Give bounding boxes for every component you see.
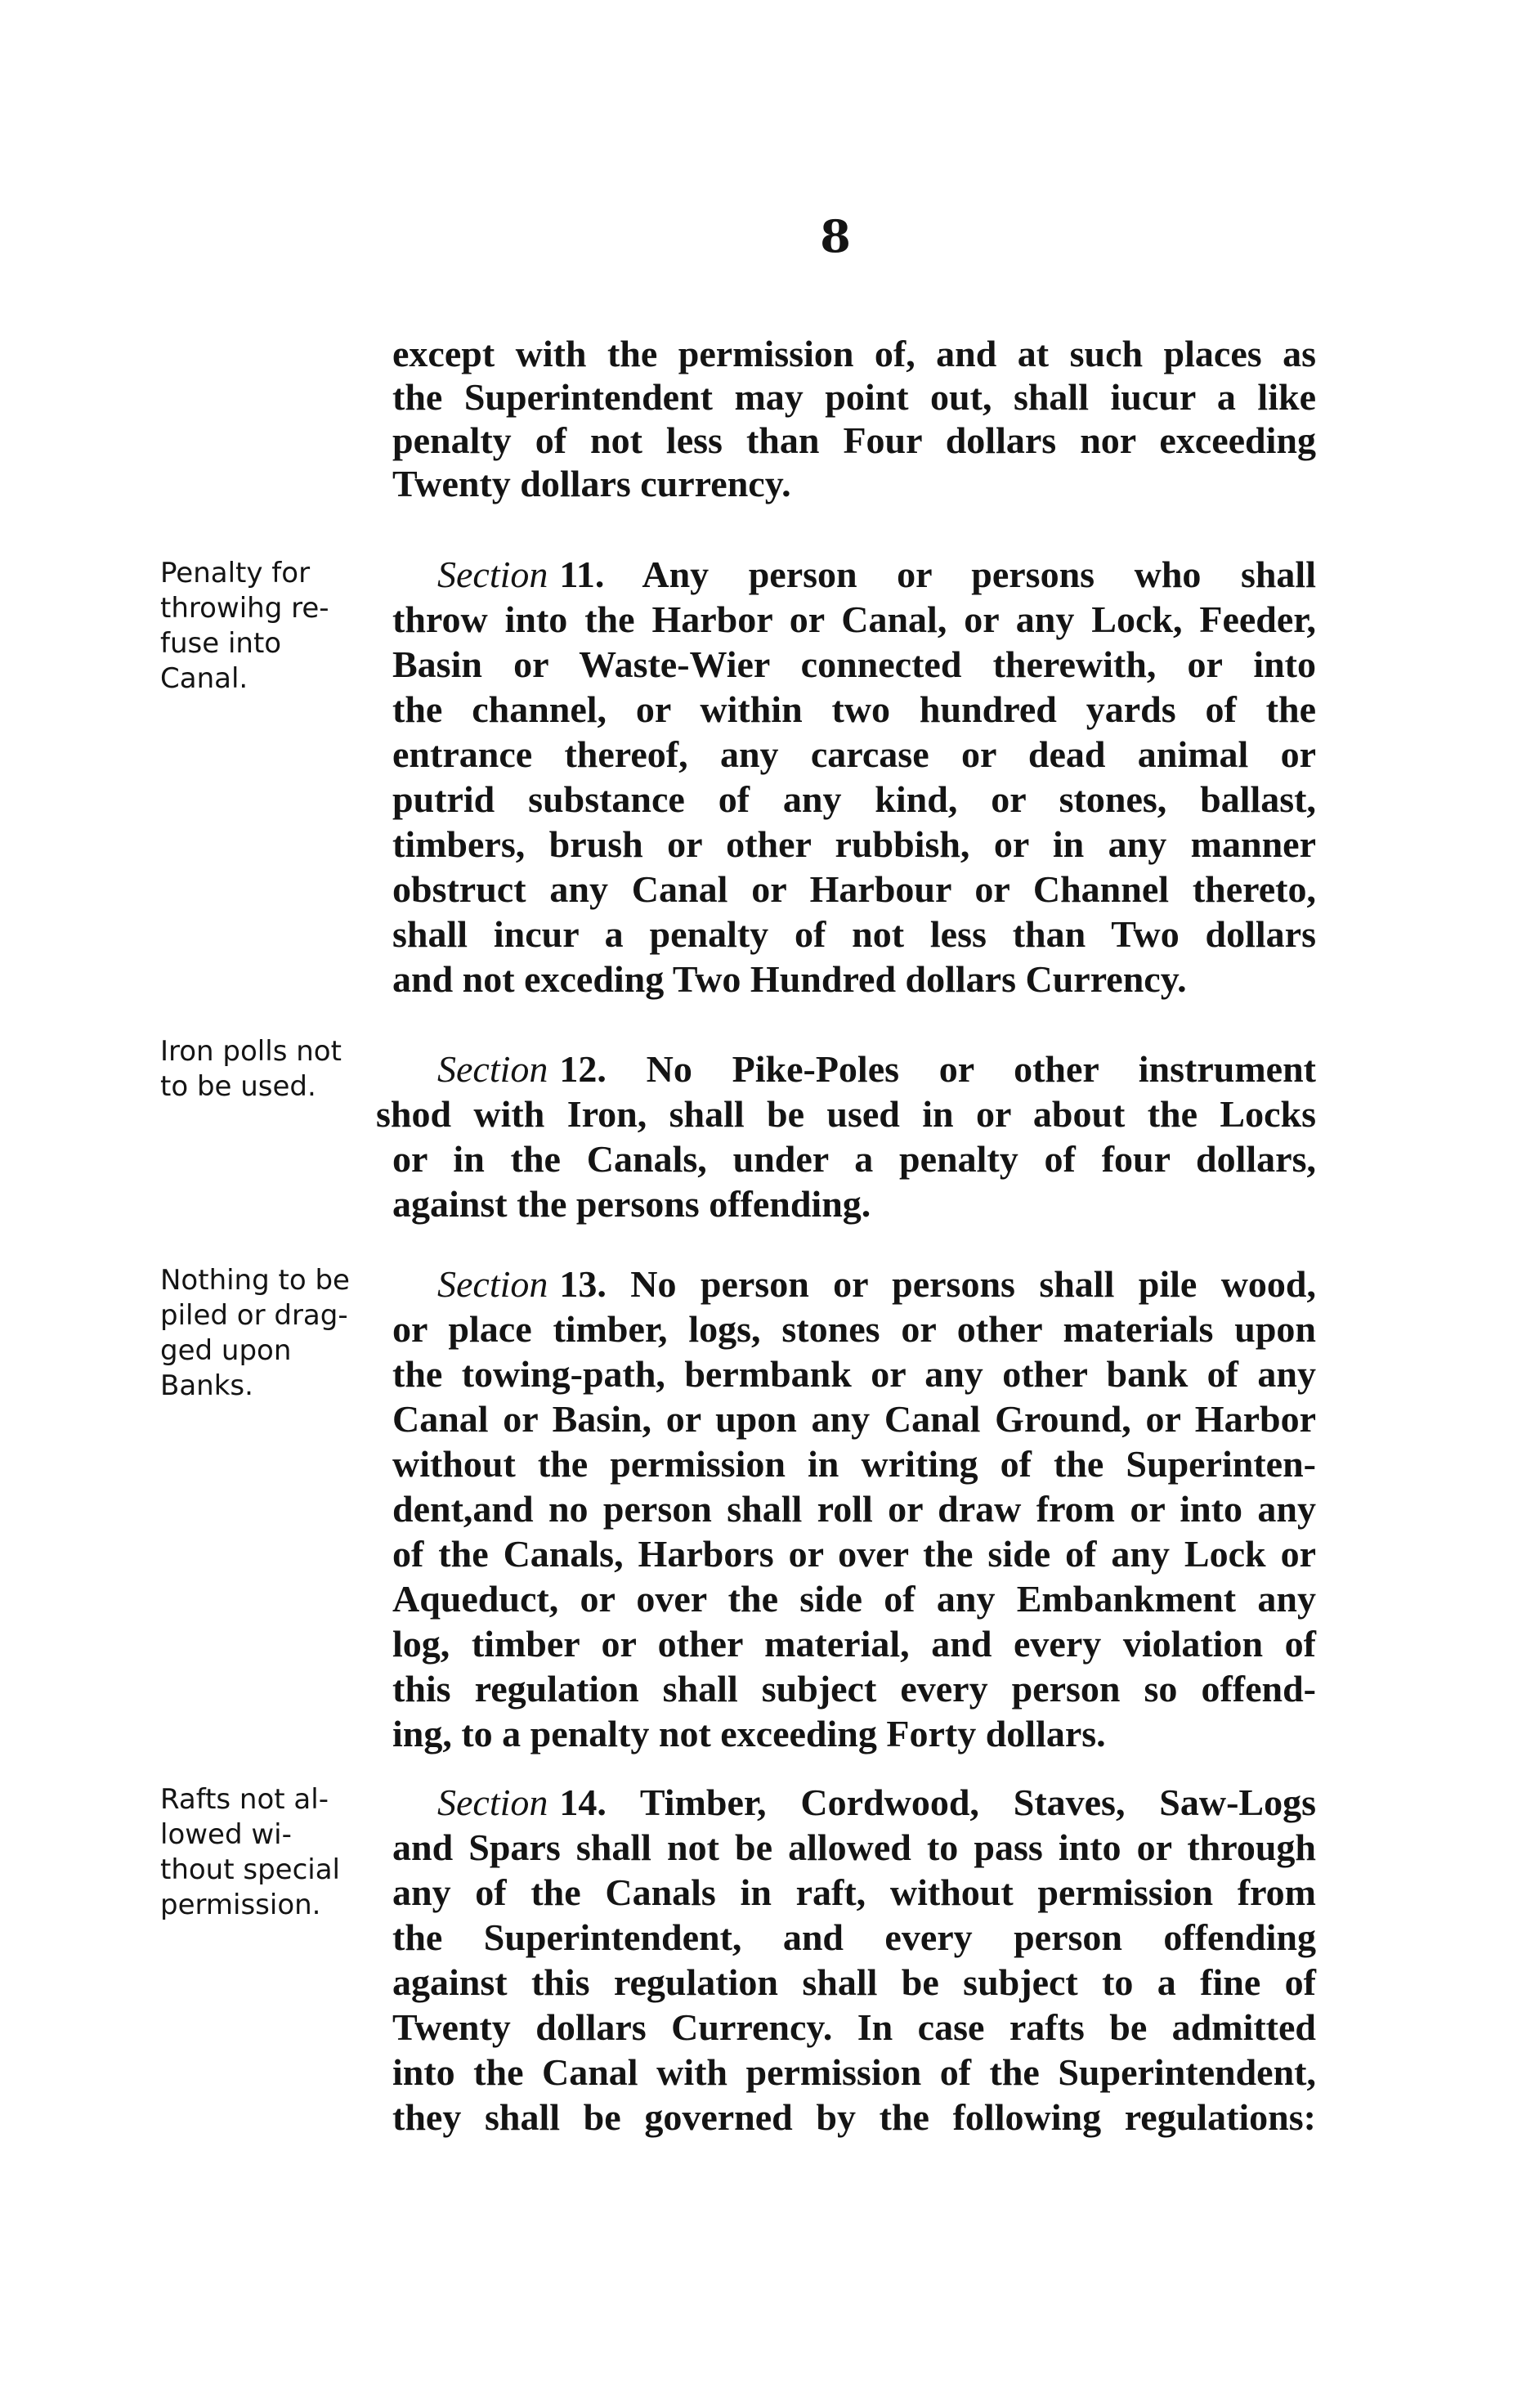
text-line: against this regulation shall be subject to a fine of	[392, 1961, 1316, 2003]
text-line: 12. No Pike-Poles or other instrument	[559, 1048, 1316, 1090]
page-number: 8	[820, 210, 851, 262]
text-line: 14. Timber, Cordwood, Staves, Saw-Logs	[559, 1781, 1316, 1823]
margin-note-line: lowed wi-	[160, 1818, 292, 1851]
text-line: throw into the Harbor or Canal, or any Lock, Feeder,	[392, 598, 1316, 640]
margin-note	[160, 1782, 430, 1923]
text-line: log, timber or other material, and every violation of	[392, 1623, 1316, 1665]
section-label: Section	[437, 1781, 548, 1823]
section-heading-line	[437, 1781, 1316, 1823]
margin-note-line: Iron polls not	[160, 1035, 342, 1068]
text-line: Aqueduct, or over the side of any Embankment any	[392, 1578, 1316, 1620]
margin-note-line: piled or drag-	[160, 1299, 348, 1332]
text-line: obstruct any Canal or Harbour or Channel thereto,	[392, 868, 1316, 910]
margin-note	[160, 1263, 430, 1404]
margin-note-line: Penalty for	[160, 557, 311, 589]
section-heading-line	[437, 1263, 1316, 1305]
text-line: the towing-path, bermbank or any other bank of any	[392, 1353, 1316, 1395]
margin-note-line: throwihg re-	[160, 592, 329, 625]
text-line: entrance thereof, any carcase or dead animal or	[392, 733, 1316, 775]
section-heading-line	[437, 1048, 1316, 1090]
text-line: 11. Any person or persons who shall	[559, 553, 1316, 595]
text-line: the Superintendent may point out, shall iucur a like	[392, 376, 1316, 418]
text-line: penalty of not less than Four dollars nor exceeding	[392, 419, 1316, 461]
text-line: they shall be governed by the following regulations:	[392, 2096, 1316, 2138]
margin-note-line: ged upon	[160, 1334, 292, 1367]
text-line: dent,and no person shall roll or draw from or into any	[392, 1488, 1316, 1530]
section-label: Section	[437, 1263, 548, 1305]
text-line: putrid substance of any kind, or stones, ballast,	[392, 778, 1316, 820]
text-line: Twenty dollars Currency. In case rafts be admitted	[392, 2006, 1316, 2048]
text-line: without the permission in writing of the Superinten-	[392, 1443, 1316, 1485]
margin-note-line: fuse into	[160, 627, 282, 660]
text-line: Twenty dollars currency.	[392, 463, 791, 504]
margin-note-line: Canal.	[160, 662, 248, 695]
text-line: Canal or Basin, or upon any Canal Ground, or Harbor	[392, 1398, 1316, 1440]
text-line: and not exceding Two Hundred dollars Currency.	[392, 958, 1187, 1000]
margin-note-line: Rafts not al-	[160, 1783, 329, 1816]
text-line: 13. No person or persons shall pile wood,	[559, 1263, 1316, 1305]
text-line: the channel, or within two hundred yards of the	[392, 688, 1316, 730]
margin-note-line: thout special	[160, 1853, 341, 1886]
text-line: against the persons offending.	[392, 1183, 871, 1225]
margin-note-line: permission.	[160, 1889, 321, 1921]
margin-note-line: Banks.	[160, 1369, 253, 1402]
text-line: of the Canals, Harbors or over the side of any Lock or	[392, 1533, 1316, 1575]
text-line: except with the permission of, and at such places as	[392, 333, 1316, 374]
margin-note	[160, 556, 430, 697]
text-line: shall incur a penalty of not less than Two dollars	[392, 913, 1316, 955]
text-line: and Spars shall not be allowed to pass into or through	[392, 1826, 1316, 1868]
text-line: shod with Iron, shall be used in or about the Locks	[376, 1093, 1316, 1135]
margin-note-line: Nothing to be	[160, 1264, 350, 1297]
text-line: Basin or Waste-Wier connected therewith, or into	[392, 643, 1316, 685]
text-line: any of the Canals in raft, without permission from	[392, 1871, 1316, 1913]
text-line: the Superintendent, and every person offending	[392, 1916, 1316, 1958]
text-line: or place timber, logs, stones or other materials upon	[392, 1308, 1316, 1350]
text-line: into the Canal with permission of the Superintendent,	[392, 2051, 1316, 2093]
section-label: Section	[437, 1048, 548, 1090]
section-heading-line	[437, 553, 1316, 595]
margin-note-line: to be used.	[160, 1070, 316, 1103]
text-line: or in the Canals, under a penalty of four dollars,	[392, 1138, 1316, 1180]
section-label: Section	[437, 553, 548, 595]
text-line: this regulation shall subject every person so offend-	[392, 1668, 1316, 1710]
text-line: timbers, brush or other rubbish, or in any manner	[392, 823, 1316, 865]
text-line: ing, to a penalty not exceeding Forty dollars.	[392, 1713, 1106, 1754]
